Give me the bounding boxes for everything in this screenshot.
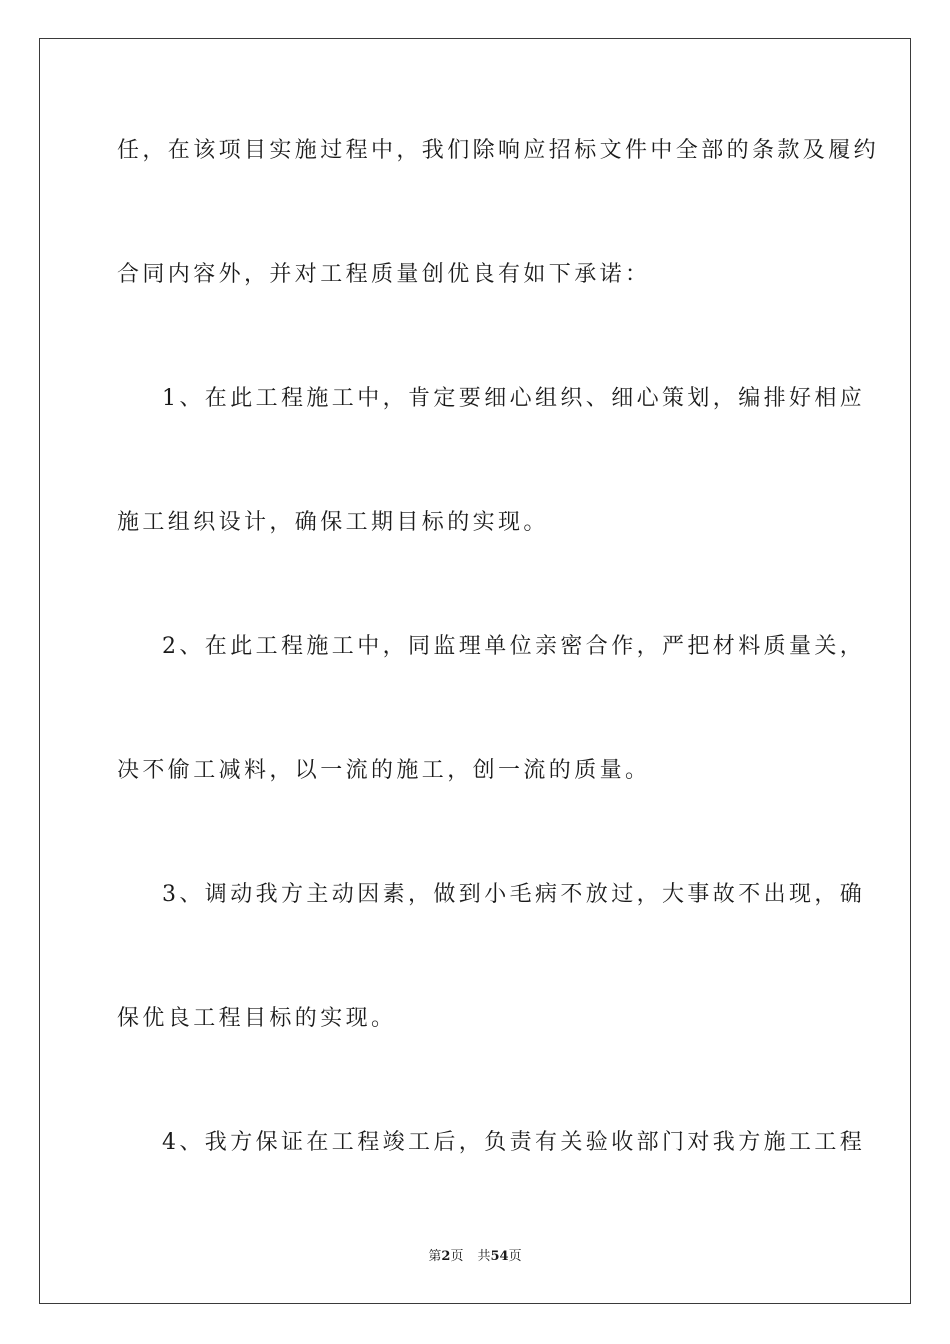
page-current: 2	[441, 1249, 451, 1264]
page-border	[39, 38, 911, 1304]
list-item-3-line-2: 保优良工程目标的实现。	[117, 1006, 397, 1031]
list-item-2-line-1: 2、在此工程施工中，同监理单位亲密合作，严把材料质量关，	[162, 634, 866, 659]
total-prefix: 共	[477, 1249, 491, 1264]
total-suffix: 页	[508, 1249, 522, 1264]
list-item-4-line-1: 4、我方保证在工程竣工后，负责有关验收部门对我方施工工程	[162, 1130, 866, 1155]
page-footer	[0, 1245, 950, 1264]
body-line-1: 任，在该项目实施过程中，我们除响应招标文件中全部的条款及履约	[117, 138, 880, 163]
page-suffix: 页	[450, 1249, 464, 1264]
page-prefix: 第	[428, 1249, 442, 1264]
list-item-2-line-2: 决不偷工减料，以一流的施工，创一流的质量。	[117, 758, 651, 783]
page-total: 54	[490, 1249, 509, 1264]
list-item-1-line-1: 1、在此工程施工中，肯定要细心组织、细心策划，编排好相应	[162, 386, 866, 411]
list-item-1-line-2: 施工组织设计，确保工期目标的实现。	[117, 510, 549, 535]
body-line-2: 合同内容外，并对工程质量创优良有如下承诺：	[117, 262, 651, 287]
list-item-3-line-1: 3、调动我方主动因素，做到小毛病不放过，大事故不出现，确	[162, 882, 866, 907]
